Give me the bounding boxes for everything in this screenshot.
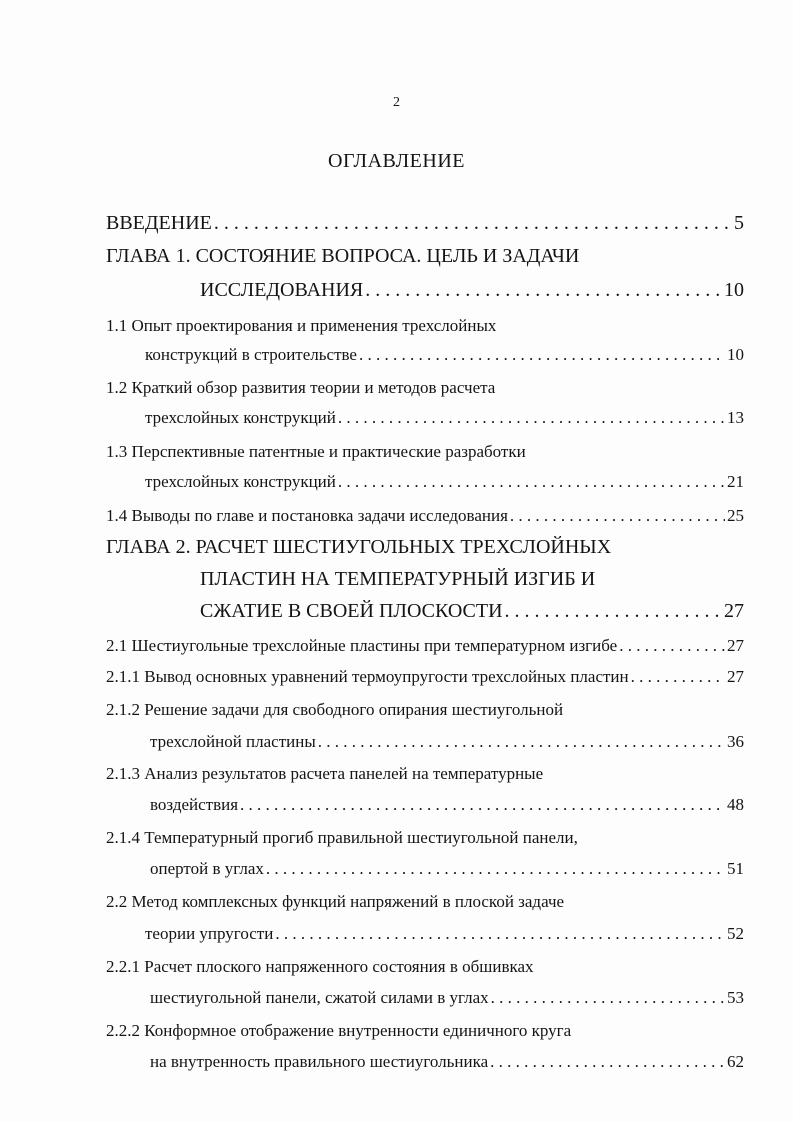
toc-entry: ГЛАВА 2. РАСЧЕТ ШЕСТИУГОЛЬНЫХ ТРЕХСЛОЙНЫХ (106, 536, 612, 558)
toc-entry: 2.2.1 Расчет плоского напряженного состояния в обшивках (106, 957, 534, 976)
toc-entry: 2.1.3 Анализ результатов расчета панелей на температурные (106, 764, 544, 783)
toc-entry: ИССЛЕДОВАНИЯ . . . 10 (200, 279, 744, 302)
toc-entry: 2.1.4 Температурный прогиб правильной шестиугольной панели, (106, 828, 578, 847)
toc-entry: конструкций в строительстве . . . 10 (145, 345, 744, 365)
toc-entry: 2.1.2 Решение задачи для свободного опирания шестиугольной (106, 700, 564, 719)
toc-title: ОГЛАВЛЕНИЕ (328, 150, 465, 172)
toc-entry: 1.2 Краткий обзор развития теории и методов расчета (106, 378, 496, 397)
toc-entry: 2.2 Метод комплексных функций напряжений в плоской задаче (106, 892, 565, 911)
toc-entry: теории упругости . . . 52 (145, 924, 744, 944)
toc-entry: ПЛАСТИН НА ТЕМПЕРАТУРНЫЙ ИЗГИБ И (200, 568, 596, 590)
toc-entry: ГЛАВА 1. СОСТОЯНИЕ ВОПРОСА. ЦЕЛЬ И ЗАДАЧИ (106, 245, 580, 267)
toc-entry: 2.2.2 Конформное отображение внутренности единичного круга (106, 1021, 572, 1040)
toc-entry: трехслойных конструкций . . . 21 (145, 472, 744, 492)
toc-entry: СЖАТИЕ В СВОЕЙ ПЛОСКОСТИ . . . 27 (200, 600, 744, 623)
toc-entry: ВВЕДЕНИЕ . . . 5 (106, 212, 744, 235)
toc-entry: 1.3 Перспективные патентные и практические разработки (106, 442, 526, 461)
toc-entry: на внутренность правильного шестиугольника . . . 62 (150, 1052, 744, 1072)
toc-entry: 1.1 Опыт проектирования и применения трехслойных (106, 316, 497, 335)
toc-entry: 1.4 Выводы по главе и постановка задачи исследования . . . 25 (106, 506, 744, 526)
toc-entry: 2.1.1 Вывод основных уравнений термоупругости трехслойных пластин . . . 27 (106, 667, 744, 687)
toc-entry: воздействия . . . 48 (150, 795, 744, 815)
page-number: 2 (393, 95, 400, 110)
toc-entry: 2.1 Шестиугольные трехслойные пластины при температурном изгибе . . . 27 (106, 636, 744, 656)
toc-entry: трехслойных конструкций . . . 13 (145, 408, 744, 428)
toc-entry: трехслойной пластины . . . 36 (150, 732, 744, 752)
toc-entry: опертой в углах . . . 51 (150, 859, 744, 879)
toc-entry: шестиугольной панели, сжатой силами в углах . . . 53 (150, 988, 744, 1008)
